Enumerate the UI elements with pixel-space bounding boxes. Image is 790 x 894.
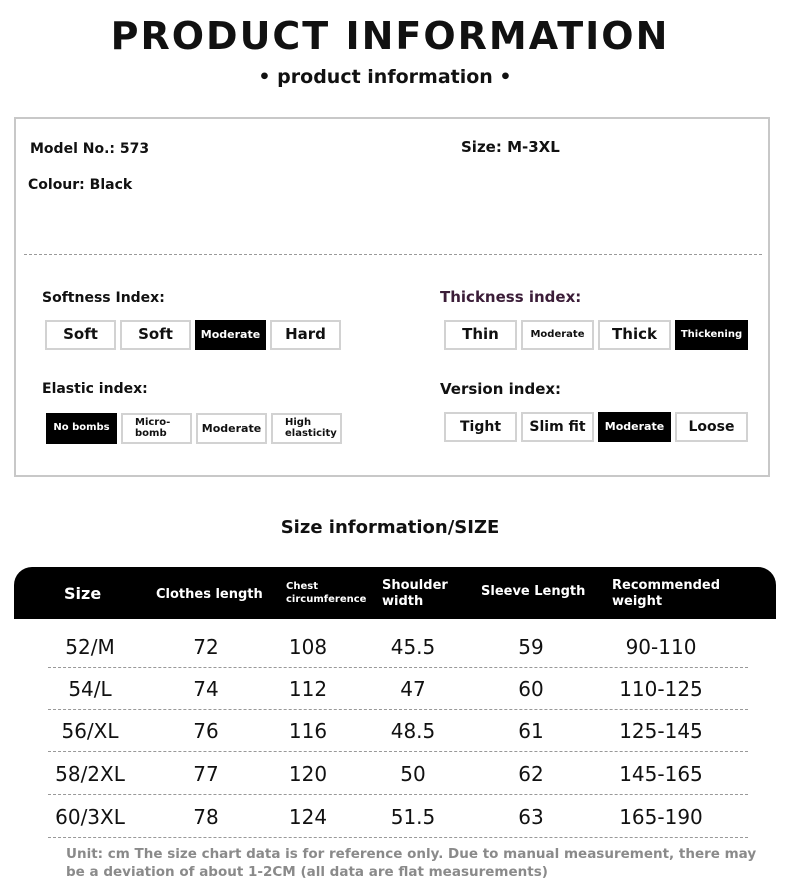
table-cell: 165-190 bbox=[619, 805, 703, 829]
elastic-index-title: Elastic index: bbox=[42, 381, 148, 397]
column-header-clothes-length: Clothes length bbox=[156, 587, 263, 602]
colour: Colour: Black bbox=[28, 177, 133, 193]
version-option: Loose bbox=[675, 412, 748, 442]
elastic-option: High elasticity bbox=[271, 413, 342, 444]
elastic-option-selected: No bombs bbox=[46, 413, 117, 444]
table-cell: 63 bbox=[518, 805, 544, 829]
table-row bbox=[48, 795, 748, 838]
column-header-shoulder: Shoulder width bbox=[382, 578, 448, 610]
size-table-heading: Size information/SIZE bbox=[280, 517, 500, 538]
table-cell: 52/M bbox=[65, 635, 115, 659]
table-row bbox=[48, 752, 748, 795]
table-cell: 77 bbox=[193, 762, 219, 786]
table-cell: 112 bbox=[288, 677, 328, 701]
table-cell: 62 bbox=[518, 762, 544, 786]
table-cell: 76 bbox=[193, 719, 219, 743]
softness-index-title: Softness Index: bbox=[42, 290, 165, 306]
softness-option: Soft bbox=[45, 320, 116, 350]
table-cell: 116 bbox=[288, 719, 328, 743]
table-row bbox=[48, 667, 748, 710]
column-header-weight: Recommended weight bbox=[612, 578, 721, 610]
model-number: Model No.: 573 bbox=[30, 141, 150, 157]
divider bbox=[24, 254, 762, 255]
table-cell: 110-125 bbox=[619, 677, 703, 701]
table-cell: 56/XL bbox=[61, 719, 119, 743]
elastic-option: Micro- bomb bbox=[121, 413, 192, 444]
version-option: Tight bbox=[444, 412, 517, 442]
size-table-header bbox=[14, 567, 776, 619]
table-cell: 48.5 bbox=[390, 719, 436, 743]
softness-option: Hard bbox=[270, 320, 341, 350]
table-cell: 74 bbox=[193, 677, 219, 701]
table-cell: 124 bbox=[288, 805, 328, 829]
size-range: Size: M-3XL bbox=[461, 138, 560, 156]
table-cell: 145-165 bbox=[619, 762, 703, 786]
table-cell: 60 bbox=[518, 677, 544, 701]
column-header-sleeve: Sleeve Length bbox=[481, 584, 586, 599]
table-cell: 90-110 bbox=[625, 635, 697, 659]
table-cell: 78 bbox=[193, 805, 219, 829]
table-cell: 60/3XL bbox=[55, 805, 125, 829]
softness-index-scale bbox=[45, 320, 345, 350]
thickness-option: Moderate bbox=[521, 320, 594, 350]
table-cell: 59 bbox=[518, 635, 544, 659]
column-header-size: Size bbox=[64, 584, 102, 603]
thickness-option: Thick bbox=[598, 320, 671, 350]
version-option-selected: Moderate bbox=[598, 412, 671, 442]
elastic-index-scale bbox=[46, 413, 346, 444]
table-cell: 50 bbox=[400, 762, 426, 786]
table-cell: 120 bbox=[288, 762, 328, 786]
table-cell: 61 bbox=[518, 719, 544, 743]
table-cell: 45.5 bbox=[390, 635, 436, 659]
table-cell: 125-145 bbox=[619, 719, 703, 743]
column-header-chest: Chest circumference bbox=[286, 581, 367, 605]
table-cell: 108 bbox=[288, 635, 328, 659]
thickness-option-selected: Thickening bbox=[675, 320, 748, 350]
page-subtitle: • product information • bbox=[258, 66, 512, 88]
thickness-index-scale bbox=[444, 320, 752, 350]
table-cell: 72 bbox=[193, 635, 219, 659]
softness-option: Soft bbox=[120, 320, 191, 350]
table-row bbox=[48, 709, 748, 752]
thickness-option: Thin bbox=[444, 320, 517, 350]
version-option: Slim fit bbox=[521, 412, 594, 442]
table-cell: 51.5 bbox=[390, 805, 436, 829]
size-note: Unit: cm The size chart data is for reference only. Due to manual measurement, there may be a deviation of about 1-2CM (all data are flat measurements) bbox=[66, 846, 757, 880]
version-index-title: Version index: bbox=[440, 380, 562, 398]
elastic-option: Moderate bbox=[196, 413, 267, 444]
table-cell: 54/L bbox=[68, 677, 112, 701]
softness-option-selected: Moderate bbox=[195, 320, 266, 350]
table-cell: 58/2XL bbox=[55, 762, 125, 786]
thickness-index-title: Thickness index: bbox=[440, 288, 582, 306]
version-index-scale bbox=[444, 412, 752, 442]
table-cell: 47 bbox=[400, 677, 426, 701]
table-row bbox=[48, 625, 748, 668]
page-title: PRODUCT INFORMATION bbox=[110, 14, 670, 58]
